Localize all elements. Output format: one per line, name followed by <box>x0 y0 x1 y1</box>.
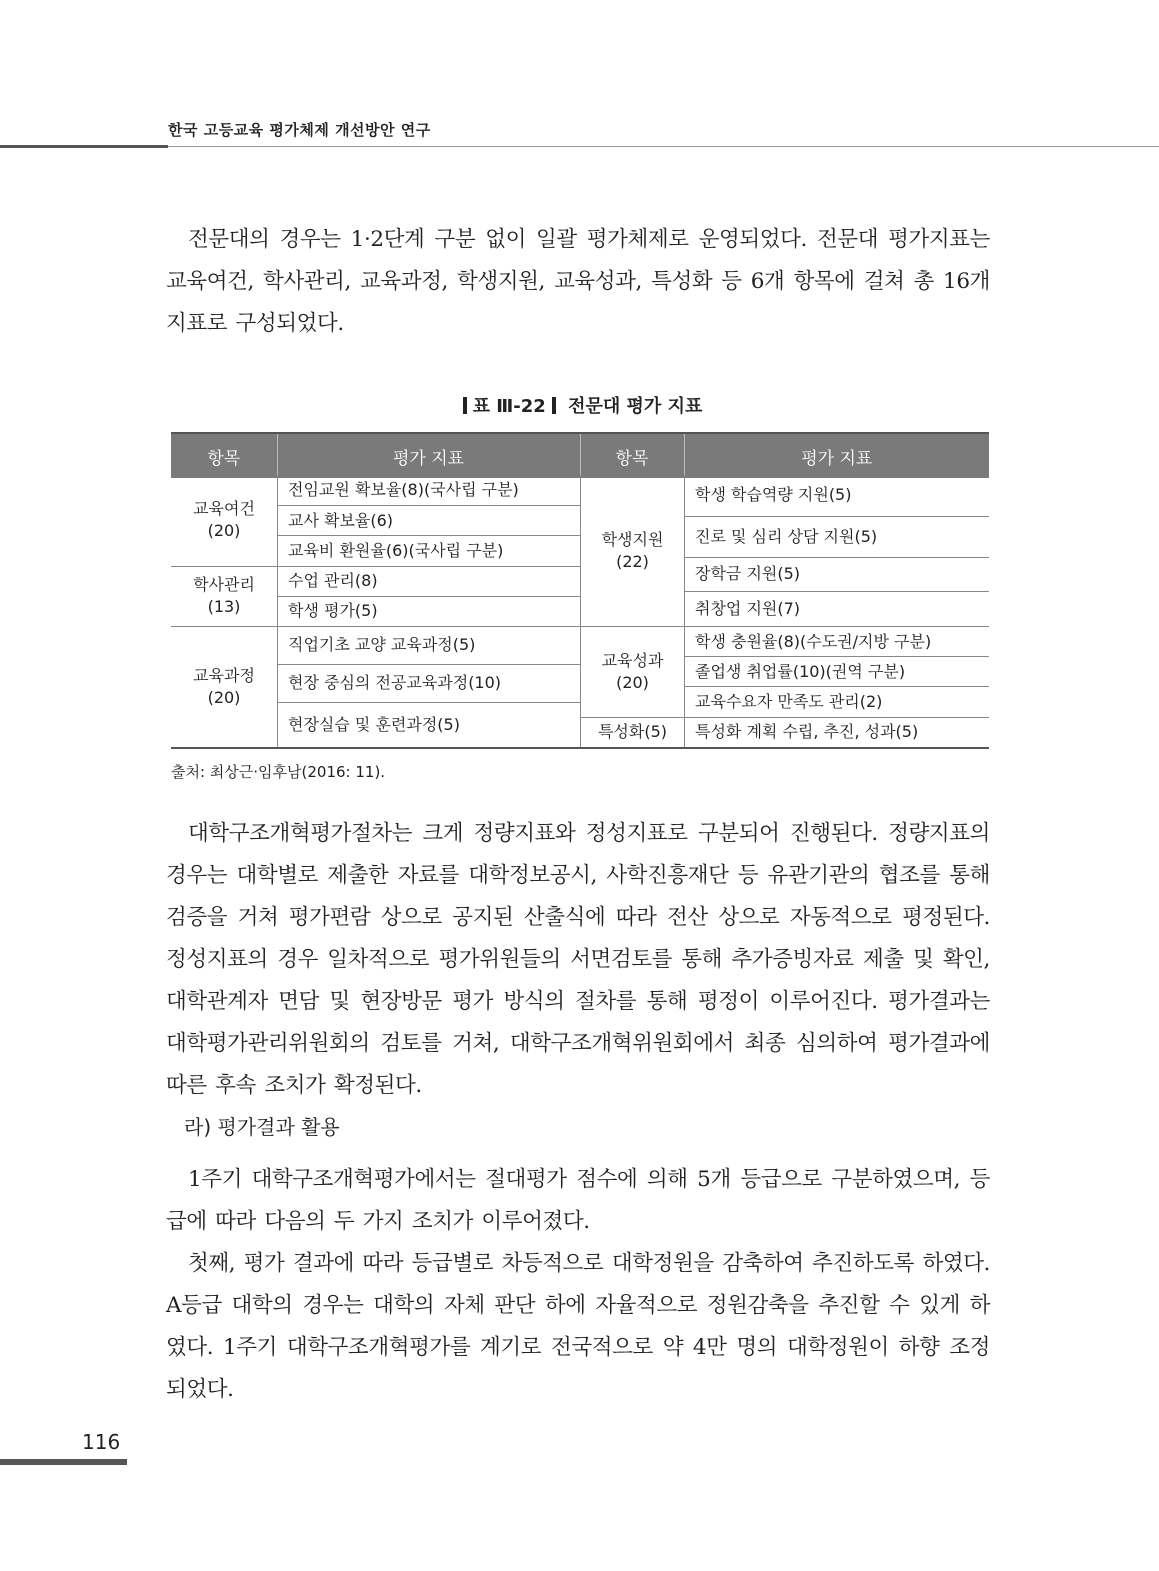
indicator-cell: 현장 중심의 전공교육과정(10) <box>277 664 580 702</box>
evaluation-indicator-table <box>171 432 989 478</box>
indicator-cell: 졸업생 취업률(10)(권역 구분) <box>684 656 989 686</box>
category-cell: 교육성과 (20) <box>580 626 684 717</box>
header-category-right: 항목 <box>580 433 684 478</box>
section-heading: 라) 평가결과 활용 <box>184 1115 340 1139</box>
running-header: 한국 고등교육 평가체제 개선방안 연구 <box>168 121 431 139</box>
header-indicator-left: 평가 지표 <box>277 433 580 478</box>
indicator-cell: 장학금 지원(5) <box>684 557 989 592</box>
caption-bar-right <box>552 397 556 414</box>
table-title: 전문대 평가 지표 <box>568 396 703 417</box>
body-paragraph-4: 첫째, 평가 결과에 따라 등급별로 차등적으로 대학정원을 감축하여 추진하도록 하였다. A등급 대학의 경우는 대학의 자체 판단 하에 자율적으로 정원감축을 추진할 수 있게 하였다. 1주기 대학구조개혁평가를 계기로 전국적으로 약 4만 명의 대학정원이 하향 조정되었다. <box>166 1251 990 1402</box>
indicator-cell: 현장실습 및 훈련과정(5) <box>277 702 580 747</box>
indicator-cell: 진로 및 심리 상담 지원(5) <box>684 516 989 557</box>
header-indicator-right: 평가 지표 <box>684 433 989 478</box>
category-cell: 특성화(5) <box>580 717 684 747</box>
body-paragraph-3: 1주기 대학구조개혁평가에서는 절대평가 점수에 의해 5개 등급으로 구분하였으며, 등급에 따라 다음의 두 가지 조치가 이루어졌다. <box>166 1167 990 1234</box>
indicator-cell: 교육수요자 만족도 관리(2) <box>684 686 989 716</box>
indicator-cell: 학생 평가(5) <box>277 596 580 626</box>
table-label: 표 Ⅲ-22 <box>472 396 546 417</box>
indicator-cell: 교육비 환원율(6)(국사립 구분) <box>277 535 580 565</box>
category-cell: 학생지원 (22) <box>580 475 684 626</box>
caption-bar-left <box>463 397 467 414</box>
table-header-row <box>171 433 989 478</box>
table-caption <box>0 392 1159 418</box>
indicator-cell: 교사 확보율(6) <box>277 505 580 535</box>
indicator-cell: 수업 관리(8) <box>277 566 580 596</box>
indicator-cell: 직업기초 교양 교육과정(5) <box>277 626 580 664</box>
table-body-grid <box>171 475 989 749</box>
body-paragraph-1: 전문대의 경우는 1·2단계 구분 없이 일괄 평가체제로 운영되었다. 전문대 평가지표는 교육여건, 학사관리, 교육과정, 학생지원, 교육성과, 특성화 등 6개 항목에 걸쳐 총 16개 지표로 구성되었다. <box>166 227 990 336</box>
indicator-cell: 학생 충원율(8)(수도권/지방 구분) <box>684 626 989 656</box>
page-number: 116 <box>82 1430 121 1454</box>
body-paragraph-2: 대학구조개혁평가절차는 크게 정량지표와 정성지표로 구분되어 진행된다. 정량지표의 경우는 대학별로 제출한 자료를 대학정보공시, 사학진흥재단 등 유관기관의 협조를 통해 검증을 거쳐 평가편람 상으로 공지된 산출식에 따라 전산 상으로 자동적으로 평정된다. 정성지표의 경우 일차적으로 평가위원들의 서면검토를 통해 추가증빙자료 제출 및 확인, 대학관계자 면담 및 현장방문 평가 방식의 절차를 통해 평정이 이루어진다. 평가결과는 대학평가관리위원회의 검토를 거쳐, 대학구조개혁위원회에서 최종 심의하여 평가결과에 따른 후속 조치가 확정된다. <box>166 821 990 1098</box>
header-rule-light <box>168 146 1159 147</box>
indicator-cell: 특성화 계획 수립, 추진, 성과(5) <box>684 717 989 747</box>
header-rule-dark <box>0 145 168 148</box>
category-cell: 학사관리 (13) <box>171 566 277 626</box>
footer-rule <box>0 1459 127 1465</box>
indicator-cell: 취창업 지원(7) <box>684 591 989 626</box>
indicator-cell: 전임교원 확보율(8)(국사립 구분) <box>277 475 580 505</box>
table-source: 출처: 최상근·임후남(2016: 11). <box>171 763 386 781</box>
category-cell: 교육여건 (20) <box>193 499 255 541</box>
indicator-cell: 학생 학습역량 지원(5) <box>684 475 989 516</box>
category-cell: 교육과정 (20) <box>171 626 277 747</box>
header-category-left: 항목 <box>171 433 277 478</box>
